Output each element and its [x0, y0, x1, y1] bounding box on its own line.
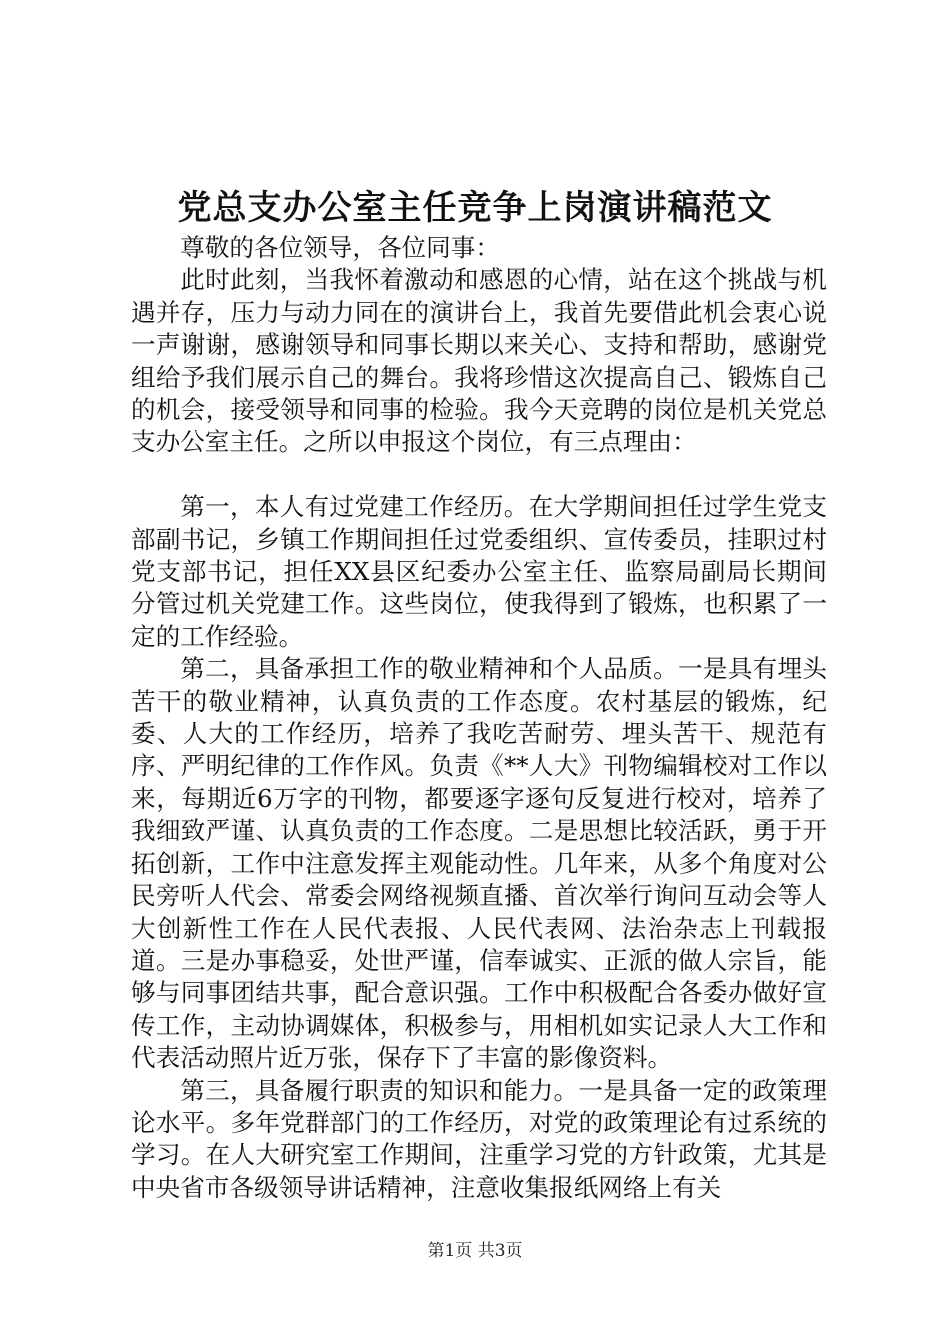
salutation: 尊敬的各位领导，各位同事：: [180, 233, 500, 262]
document-body: [131, 232, 827, 1204]
document-title: 党总支办公室主任竞争上岗演讲稿范文: [177, 188, 773, 228]
page-number-footer: 第1页 共3页: [427, 1241, 523, 1261]
paragraph-first-reason: 第一，本人有过党建工作经历。在大学期间担任过学生党支部副书记，乡镇工作期间担任过党委组织、宣传委员，挂职过村党支部书记，担任XX县区纪委办公室主任、监察局副局长期间分管过机关党建工作。这些岗位，使我得到了锻炼，也积累了一定的工作经验。: [131, 492, 827, 651]
paragraph-third-reason: 第三，具备履行职责的知识和能力。一是具备一定的政策理论水平。多年党群部门的工作经历，对党的政策理论有过系统的学习。在人大研究室工作期间，注重学习党的方针政策，尤其是中央省市各级领导讲话精神，注意收集报纸网络上有关: [131, 1075, 827, 1202]
paragraph-second-reason: 第二，具备承担工作的敬业精神和个人品质。一是具有埋头苦干的敬业精神，认真负责的工作态度。农村基层的锻炼，纪委、人大的工作经历，培养了我吃苦耐劳、埋头苦干、规范有序、严明纪律的工作作风。负责《**人大》刊物编辑校对工作以来，每期近6万字的刊物，都要逐字逐句反复进行校对，培养了我细致严谨、认真负责的工作态度。二是思想比较活跃，勇于开拓创新，工作中注意发挥主观能动性。几年来，从多个角度对公民旁听人代会、常委会网络视频直播、首次举行询问互动会等人大创新性工作在人民代表报、人民代表网、法治杂志上刊载报道。三是办事稳妥，处世严谨，信奉诚实、正派的做人宗旨，能够与同事团结共事，配合意识强。工作中积极配合各委办做好宣传工作，主动协调媒体，积极参与，用相机如实记录人大工作和代表活动照片近万张，保存下了丰富的影像资料。: [131, 654, 827, 1073]
paragraph-intro: 此时此刻，当我怀着激动和感恩的心情，站在这个挑战与机遇并存，压力与动力同在的演讲台上，我首先要借此机会衷心说一声谢谢，感谢领导和同事长期以来关心、支持和帮助，感谢党组给予我们展示自己的舞台。我将珍惜这次提高自己、锻炼自己的机会，接受领导和同事的检验。我今天竞聘的岗位是机关党总支办公室主任。之所以申报这个岗位，有三点理由：: [131, 265, 827, 457]
paragraph-spacer: [131, 459, 827, 491]
